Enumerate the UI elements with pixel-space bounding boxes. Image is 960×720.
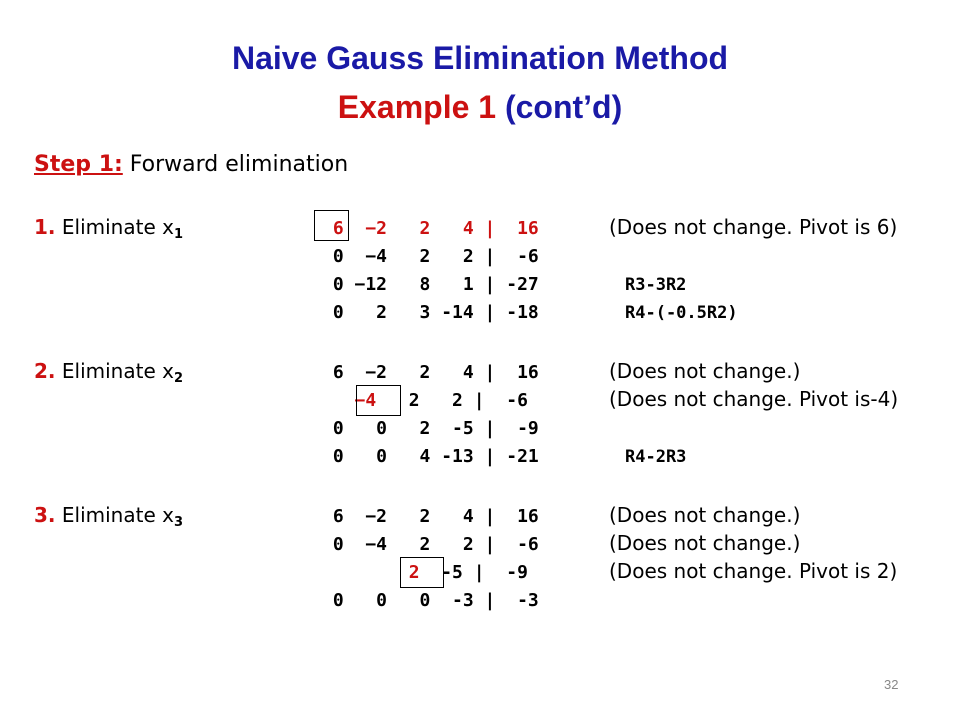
elim-subscript: 3 [173, 515, 183, 530]
row-note: (Does not change. Pivot is 2) [609, 559, 898, 583]
row-operation: R4-(-0.5R2) [625, 303, 738, 323]
elimination-1-label [34, 213, 183, 249]
elim-text: Eliminate x [61, 359, 174, 383]
pivot-box [356, 385, 401, 416]
matrix-row: 0 2 3 -14 | -18 [322, 302, 539, 323]
subtitle-example: Example 1 [337, 89, 497, 125]
page-number: 32 [884, 677, 899, 692]
step-heading [34, 150, 348, 180]
elim-subscript: 2 [173, 371, 183, 386]
elim-number: 3. [34, 503, 56, 527]
matrix-row: 0 −4 2 2 | -6 [322, 246, 539, 267]
step-text: Forward elimination [129, 152, 349, 177]
slide-title: Naive Gauss Elimination Method [231, 40, 729, 76]
elimination-3-label [34, 501, 183, 537]
matrix-row: 0 0 4 -13 | -21 [322, 446, 539, 467]
elim-number: 1. [34, 215, 56, 239]
matrix-row: 0 0 2 -5 | -9 [322, 418, 539, 439]
matrix-row: 0 −4 2 2 | -6 [322, 534, 539, 555]
matrix-row: 6 −2 2 4 | 16 [322, 362, 539, 383]
matrix-row: 6 −2 2 4 | 16 [322, 218, 539, 239]
row-note: (Does not change.) [609, 531, 801, 555]
elimination-2-label [34, 357, 183, 393]
matrix-rest: -5 | -9 [419, 562, 528, 583]
matrix-col1 [322, 390, 355, 411]
matrix-row: 0 0 0 -3 | -3 [322, 590, 539, 611]
row-note: (Does not change. Pivot is 6) [609, 215, 898, 239]
subtitle-contd: (cont’d) [504, 89, 623, 125]
pivot-box [314, 210, 349, 241]
matrix-row: 6 −2 2 4 | 16 [322, 506, 539, 527]
matrix-row: 0 −12 8 1 | -27 [322, 274, 539, 295]
row-operation: R4-2R3 [625, 447, 687, 467]
matrix-pivot: −4 [354, 390, 377, 411]
step-label: Step 1: [34, 152, 123, 177]
elim-text: Eliminate x [61, 503, 174, 527]
row-note: (Does not change.) [609, 359, 801, 383]
pivot-box [397, 557, 444, 588]
slide-subtitle [0, 87, 960, 127]
matrix-pivot: 2 [397, 562, 420, 583]
elim-number: 2. [34, 359, 56, 383]
row-note: (Does not change. Pivot is-4) [609, 387, 899, 411]
matrix-cols [322, 562, 398, 583]
elim-subscript: 1 [173, 227, 183, 242]
elim-text: Eliminate x [61, 215, 174, 239]
matrix-row [322, 388, 528, 414]
row-operation: R3-3R2 [625, 275, 687, 295]
row-note: (Does not change.) [609, 503, 801, 527]
matrix-rest: 2 2 | -6 [376, 390, 528, 411]
